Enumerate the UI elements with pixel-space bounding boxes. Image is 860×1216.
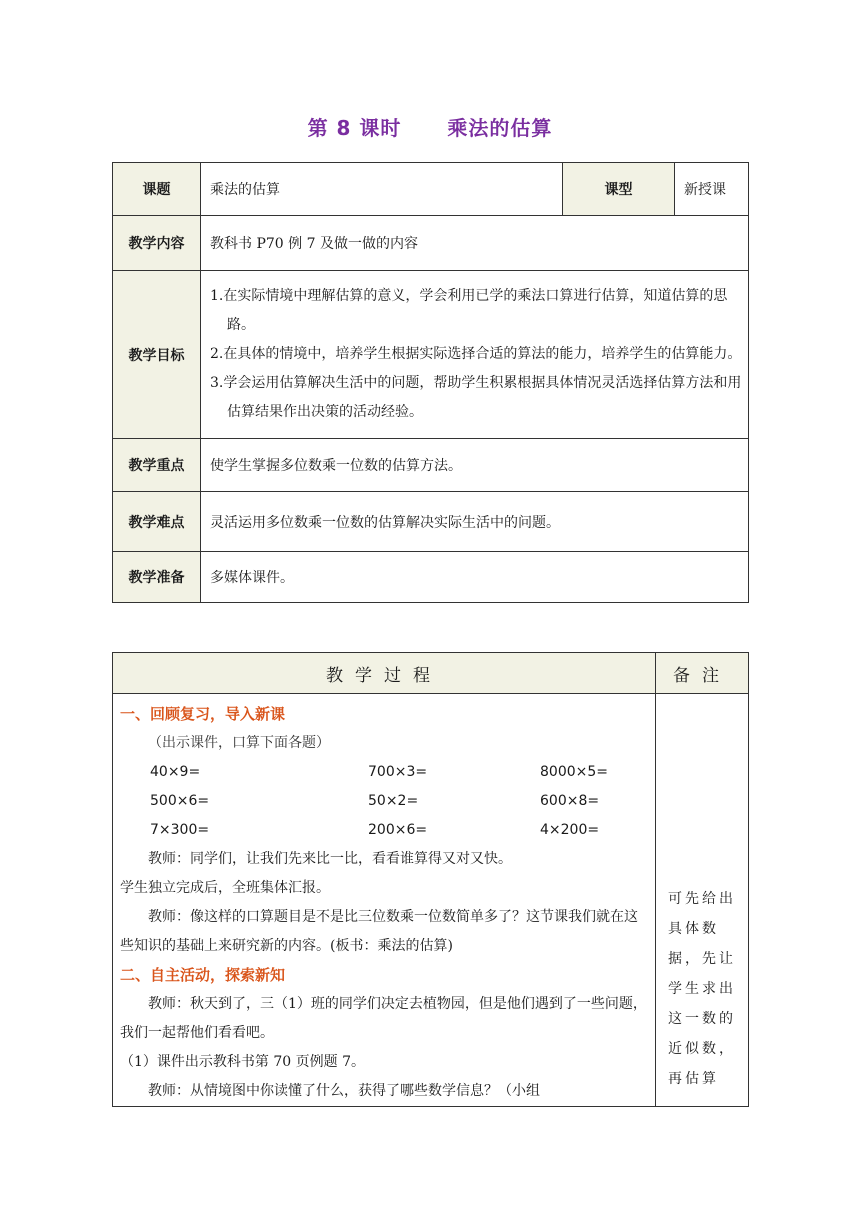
paragraph: 学生独立完成后，全班集体汇报。	[120, 880, 330, 896]
calc-item: 600×8=	[540, 793, 600, 809]
lesson-name: 乘法的估算	[447, 116, 553, 140]
topic-value: 乘法的估算	[201, 163, 563, 216]
note-text: 可先给出具体数据，先让学生求出这一数的近似数，再估算	[668, 891, 736, 1087]
content-value: 教科书 P70 例 7 及做一做的内容	[201, 216, 749, 271]
paragraph: 教师：秋天到了，三（1）班的同学们决定去植物园，但是他们遇到了一些问题，我们一起帮他们看看吧。	[120, 996, 647, 1041]
section-heading: 一、回顾复习，导入新课	[120, 705, 286, 723]
difficulty-value: 灵活运用多位数乘一位数的估算解决实际生活中的问题。	[201, 492, 749, 552]
paragraph: 教师：像这样的口算题目是不是比三位数乘一位数简单多了？这节课我们就在这些知识的基础上来研究新的内容。(板书：乘法的估算)	[120, 909, 638, 954]
key-label: 教学重点	[113, 439, 201, 492]
calc-grid	[120, 758, 649, 845]
goal-item: 2.在具体的情境中，培养学生根据实际选择合适的算法的能力，培养学生的估算能力。	[210, 346, 742, 362]
notes-header: 备注	[656, 653, 749, 694]
goal-item: 3.学会运用估算解决生活中的问题，帮助学生积累根据具体情况灵活选择估算方法和用估算结果作出决策的活动经验。	[210, 375, 742, 420]
prep-value: 多媒体课件。	[201, 552, 749, 603]
calc-item: 7×300=	[150, 822, 210, 838]
goal-item: 1.在实际情境中理解估算的意义，学会利用已学的乘法口算进行估算，知道估算的思路。	[210, 288, 728, 333]
calc-item: 8000×5=	[540, 764, 608, 780]
prep-label: 教学准备	[113, 552, 201, 603]
page-title	[0, 112, 860, 141]
key-value: 使学生掌握多位数乘一位数的估算方法。	[201, 439, 749, 492]
process-content	[113, 694, 656, 1107]
paragraph: （1）课件出示教科书第 70 页例题 7。	[120, 1054, 365, 1070]
type-label: 课型	[563, 163, 675, 216]
paragraph: 教师：同学们，让我们先来比一比，看看谁算得又对又快。	[148, 851, 512, 867]
process-header: 教学过程	[113, 653, 656, 694]
calc-item: 700×3=	[368, 764, 428, 780]
calc-item: 40×9=	[150, 764, 201, 780]
teaching-process-table	[112, 652, 749, 1107]
calc-item: 200×6=	[368, 822, 428, 838]
calc-item: 50×2=	[368, 793, 419, 809]
calc-item: 4×200=	[540, 822, 600, 838]
lesson-info-table	[112, 162, 749, 603]
lesson-number: 第 8 课时	[307, 116, 402, 140]
instruction-text: （出示课件，口算下面各题）	[148, 735, 330, 751]
content-label: 教学内容	[113, 216, 201, 271]
notes-cell	[656, 694, 749, 1107]
paragraph: 教师：从情境图中你读懂了什么，获得了哪些数学信息？（小组	[148, 1083, 540, 1099]
difficulty-label: 教学难点	[113, 492, 201, 552]
topic-label: 课题	[113, 163, 201, 216]
section-heading: 二、自主活动，探索新知	[120, 966, 286, 984]
calc-item: 500×6=	[150, 793, 210, 809]
goals-label: 教学目标	[113, 271, 201, 439]
goals-list	[201, 271, 749, 439]
type-value: 新授课	[675, 163, 749, 216]
